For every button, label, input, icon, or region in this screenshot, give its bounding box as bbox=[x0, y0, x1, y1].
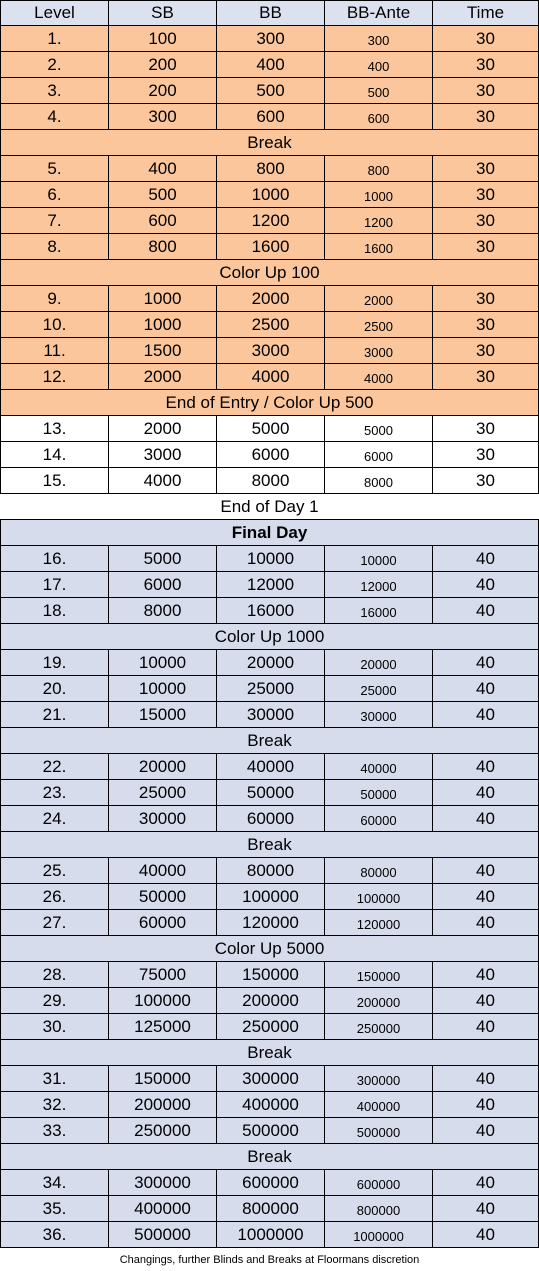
bb-ante-cell: 50000 bbox=[325, 780, 433, 806]
level-cell: 21. bbox=[0, 702, 109, 728]
bb-ante-cell: 400000 bbox=[325, 1092, 433, 1118]
bb-cell: 250000 bbox=[217, 1014, 325, 1040]
bb-ante-cell: 1600 bbox=[325, 234, 433, 260]
level-cell: 14. bbox=[0, 442, 109, 468]
bb-ante-cell: 100000 bbox=[325, 884, 433, 910]
header-bb: BB bbox=[217, 0, 325, 26]
blind-level-row bbox=[0, 364, 539, 390]
sb-cell: 125000 bbox=[109, 1014, 217, 1040]
sb-cell: 400000 bbox=[109, 1196, 217, 1222]
header-sb: SB bbox=[109, 0, 217, 26]
section-label: Break bbox=[0, 130, 539, 156]
blind-level-row bbox=[0, 858, 539, 884]
bb-ante-cell: 1000 bbox=[325, 182, 433, 208]
sb-cell: 50000 bbox=[109, 884, 217, 910]
bb-cell: 1000000 bbox=[217, 1222, 325, 1248]
section-label: End of Day 1 bbox=[0, 494, 539, 520]
level-cell: 34. bbox=[0, 1170, 109, 1196]
level-cell: 2. bbox=[0, 52, 109, 78]
bb-ante-cell: 120000 bbox=[325, 910, 433, 936]
bb-cell: 30000 bbox=[217, 702, 325, 728]
blind-level-row bbox=[0, 1170, 539, 1196]
sb-cell: 100000 bbox=[109, 988, 217, 1014]
time-cell: 30 bbox=[433, 26, 539, 52]
time-cell: 40 bbox=[433, 754, 539, 780]
section-row bbox=[0, 130, 539, 156]
blind-level-row bbox=[0, 182, 539, 208]
sb-cell: 1500 bbox=[109, 338, 217, 364]
bb-cell: 5000 bbox=[217, 416, 325, 442]
level-cell: 7. bbox=[0, 208, 109, 234]
header-level: Level bbox=[0, 0, 109, 26]
sb-cell: 500 bbox=[109, 182, 217, 208]
bb-ante-cell: 150000 bbox=[325, 962, 433, 988]
section-row bbox=[0, 936, 539, 962]
sb-cell: 400 bbox=[109, 156, 217, 182]
time-cell: 30 bbox=[433, 52, 539, 78]
bb-cell: 2000 bbox=[217, 286, 325, 312]
time-cell: 30 bbox=[433, 156, 539, 182]
bb-ante-cell: 1200 bbox=[325, 208, 433, 234]
bb-ante-cell: 16000 bbox=[325, 598, 433, 624]
bb-ante-cell: 1000000 bbox=[325, 1222, 433, 1248]
bb-ante-cell: 600000 bbox=[325, 1170, 433, 1196]
blind-level-row bbox=[0, 806, 539, 832]
time-cell: 40 bbox=[433, 598, 539, 624]
bb-ante-cell: 40000 bbox=[325, 754, 433, 780]
bb-ante-cell: 800 bbox=[325, 156, 433, 182]
header-time: Time bbox=[433, 0, 539, 26]
blind-level-row bbox=[0, 468, 539, 494]
sb-cell: 2000 bbox=[109, 364, 217, 390]
level-cell: 24. bbox=[0, 806, 109, 832]
sb-cell: 25000 bbox=[109, 780, 217, 806]
blind-level-row bbox=[0, 572, 539, 598]
section-label: End of Entry / Color Up 500 bbox=[0, 390, 539, 416]
bb-cell: 80000 bbox=[217, 858, 325, 884]
sb-cell: 4000 bbox=[109, 468, 217, 494]
bb-cell: 120000 bbox=[217, 910, 325, 936]
bb-ante-cell: 200000 bbox=[325, 988, 433, 1014]
blind-level-row bbox=[0, 1066, 539, 1092]
time-cell: 40 bbox=[433, 1092, 539, 1118]
bb-cell: 12000 bbox=[217, 572, 325, 598]
sb-cell: 60000 bbox=[109, 910, 217, 936]
blind-level-row bbox=[0, 312, 539, 338]
time-cell: 30 bbox=[433, 338, 539, 364]
level-cell: 31. bbox=[0, 1066, 109, 1092]
sb-cell: 800 bbox=[109, 234, 217, 260]
bb-ante-cell: 80000 bbox=[325, 858, 433, 884]
bb-cell: 200000 bbox=[217, 988, 325, 1014]
bb-ante-cell: 300 bbox=[325, 26, 433, 52]
time-cell: 40 bbox=[433, 650, 539, 676]
blind-level-row bbox=[0, 78, 539, 104]
level-cell: 22. bbox=[0, 754, 109, 780]
section-row bbox=[0, 390, 539, 416]
section-label: Color Up 5000 bbox=[0, 936, 539, 962]
level-cell: 8. bbox=[0, 234, 109, 260]
bb-ante-cell: 300000 bbox=[325, 1066, 433, 1092]
sb-cell: 250000 bbox=[109, 1118, 217, 1144]
sb-cell: 300 bbox=[109, 104, 217, 130]
bb-ante-cell: 400 bbox=[325, 52, 433, 78]
time-cell: 30 bbox=[433, 312, 539, 338]
blind-level-row bbox=[0, 52, 539, 78]
time-cell: 40 bbox=[433, 676, 539, 702]
bb-cell: 60000 bbox=[217, 806, 325, 832]
section-row bbox=[0, 832, 539, 858]
bb-ante-cell: 600 bbox=[325, 104, 433, 130]
sb-cell: 2000 bbox=[109, 416, 217, 442]
blind-level-row bbox=[0, 1222, 539, 1248]
bb-ante-cell: 2000 bbox=[325, 286, 433, 312]
bb-ante-cell: 800000 bbox=[325, 1196, 433, 1222]
table-header-row bbox=[0, 0, 539, 26]
sb-cell: 150000 bbox=[109, 1066, 217, 1092]
blind-level-row bbox=[0, 1118, 539, 1144]
sb-cell: 3000 bbox=[109, 442, 217, 468]
blind-level-row bbox=[0, 884, 539, 910]
bb-cell: 800000 bbox=[217, 1196, 325, 1222]
time-cell: 40 bbox=[433, 806, 539, 832]
level-cell: 15. bbox=[0, 468, 109, 494]
header-bb-ante: BB-Ante bbox=[325, 0, 433, 26]
bb-cell: 1600 bbox=[217, 234, 325, 260]
blind-level-row bbox=[0, 962, 539, 988]
level-cell: 29. bbox=[0, 988, 109, 1014]
sb-cell: 40000 bbox=[109, 858, 217, 884]
bb-cell: 500 bbox=[217, 78, 325, 104]
time-cell: 30 bbox=[433, 442, 539, 468]
level-cell: 27. bbox=[0, 910, 109, 936]
bb-cell: 500000 bbox=[217, 1118, 325, 1144]
bb-ante-cell: 5000 bbox=[325, 416, 433, 442]
section-label: Final Day bbox=[0, 520, 539, 546]
time-cell: 40 bbox=[433, 858, 539, 884]
blind-level-row bbox=[0, 650, 539, 676]
time-cell: 30 bbox=[433, 286, 539, 312]
blind-level-row bbox=[0, 754, 539, 780]
time-cell: 40 bbox=[433, 1196, 539, 1222]
sb-cell: 6000 bbox=[109, 572, 217, 598]
section-row bbox=[0, 624, 539, 650]
bb-cell: 8000 bbox=[217, 468, 325, 494]
bb-cell: 3000 bbox=[217, 338, 325, 364]
blind-level-row bbox=[0, 988, 539, 1014]
sb-cell: 200 bbox=[109, 78, 217, 104]
sb-cell: 5000 bbox=[109, 546, 217, 572]
section-label: Break bbox=[0, 1144, 539, 1170]
bb-ante-cell: 500 bbox=[325, 78, 433, 104]
bb-cell: 2500 bbox=[217, 312, 325, 338]
sb-cell: 200 bbox=[109, 52, 217, 78]
level-cell: 11. bbox=[0, 338, 109, 364]
bb-cell: 100000 bbox=[217, 884, 325, 910]
time-cell: 40 bbox=[433, 962, 539, 988]
bb-ante-cell: 30000 bbox=[325, 702, 433, 728]
blind-level-row bbox=[0, 702, 539, 728]
time-cell: 40 bbox=[433, 780, 539, 806]
blind-level-row bbox=[0, 442, 539, 468]
sb-cell: 300000 bbox=[109, 1170, 217, 1196]
time-cell: 30 bbox=[433, 234, 539, 260]
bb-cell: 150000 bbox=[217, 962, 325, 988]
section-label: Break bbox=[0, 728, 539, 754]
blind-level-row bbox=[0, 338, 539, 364]
level-cell: 3. bbox=[0, 78, 109, 104]
bb-cell: 1200 bbox=[217, 208, 325, 234]
blind-level-row bbox=[0, 910, 539, 936]
blind-level-row bbox=[0, 26, 539, 52]
blind-level-row bbox=[0, 104, 539, 130]
blind-level-row bbox=[0, 208, 539, 234]
sb-cell: 20000 bbox=[109, 754, 217, 780]
section-row bbox=[0, 1040, 539, 1066]
time-cell: 40 bbox=[433, 546, 539, 572]
sb-cell: 15000 bbox=[109, 702, 217, 728]
bb-cell: 400 bbox=[217, 52, 325, 78]
blind-level-row bbox=[0, 1092, 539, 1118]
bb-cell: 300000 bbox=[217, 1066, 325, 1092]
bb-cell: 4000 bbox=[217, 364, 325, 390]
section-label: Break bbox=[0, 832, 539, 858]
level-cell: 26. bbox=[0, 884, 109, 910]
bb-cell: 25000 bbox=[217, 676, 325, 702]
bb-cell: 800 bbox=[217, 156, 325, 182]
blind-level-row bbox=[0, 780, 539, 806]
time-cell: 30 bbox=[433, 364, 539, 390]
level-cell: 23. bbox=[0, 780, 109, 806]
level-cell: 30. bbox=[0, 1014, 109, 1040]
level-cell: 12. bbox=[0, 364, 109, 390]
time-cell: 40 bbox=[433, 1118, 539, 1144]
time-cell: 40 bbox=[433, 988, 539, 1014]
bb-cell: 300 bbox=[217, 26, 325, 52]
sb-cell: 100 bbox=[109, 26, 217, 52]
blind-level-row bbox=[0, 234, 539, 260]
bb-ante-cell: 20000 bbox=[325, 650, 433, 676]
blind-level-row bbox=[0, 1196, 539, 1222]
blind-level-row bbox=[0, 286, 539, 312]
bb-ante-cell: 60000 bbox=[325, 806, 433, 832]
section-row bbox=[0, 728, 539, 754]
sb-cell: 1000 bbox=[109, 312, 217, 338]
sb-cell: 500000 bbox=[109, 1222, 217, 1248]
bb-cell: 20000 bbox=[217, 650, 325, 676]
bb-cell: 600000 bbox=[217, 1170, 325, 1196]
bb-cell: 1000 bbox=[217, 182, 325, 208]
bb-ante-cell: 3000 bbox=[325, 338, 433, 364]
level-cell: 33. bbox=[0, 1118, 109, 1144]
sb-cell: 10000 bbox=[109, 676, 217, 702]
sb-cell: 10000 bbox=[109, 650, 217, 676]
section-row bbox=[0, 520, 539, 546]
level-cell: 28. bbox=[0, 962, 109, 988]
section-label: Break bbox=[0, 1040, 539, 1066]
bb-ante-cell: 12000 bbox=[325, 572, 433, 598]
blind-level-row bbox=[0, 546, 539, 572]
sb-cell: 30000 bbox=[109, 806, 217, 832]
sb-cell: 600 bbox=[109, 208, 217, 234]
footnote: Changings, further Blinds and Breaks at Floormans discretion bbox=[119, 1253, 420, 1266]
time-cell: 30 bbox=[433, 104, 539, 130]
level-cell: 35. bbox=[0, 1196, 109, 1222]
bb-ante-cell: 500000 bbox=[325, 1118, 433, 1144]
bb-ante-cell: 4000 bbox=[325, 364, 433, 390]
time-cell: 30 bbox=[433, 416, 539, 442]
bb-cell: 50000 bbox=[217, 780, 325, 806]
bb-cell: 10000 bbox=[217, 546, 325, 572]
bb-ante-cell: 8000 bbox=[325, 468, 433, 494]
time-cell: 40 bbox=[433, 884, 539, 910]
sb-cell: 200000 bbox=[109, 1092, 217, 1118]
time-cell: 40 bbox=[433, 1170, 539, 1196]
section-row bbox=[0, 260, 539, 286]
time-cell: 40 bbox=[433, 1066, 539, 1092]
level-cell: 5. bbox=[0, 156, 109, 182]
time-cell: 40 bbox=[433, 702, 539, 728]
level-cell: 13. bbox=[0, 416, 109, 442]
level-cell: 10. bbox=[0, 312, 109, 338]
sb-cell: 75000 bbox=[109, 962, 217, 988]
time-cell: 30 bbox=[433, 78, 539, 104]
section-label: Color Up 1000 bbox=[0, 624, 539, 650]
section-label: Color Up 100 bbox=[0, 260, 539, 286]
bb-ante-cell: 2500 bbox=[325, 312, 433, 338]
blind-level-row bbox=[0, 416, 539, 442]
bb-cell: 400000 bbox=[217, 1092, 325, 1118]
bb-ante-cell: 6000 bbox=[325, 442, 433, 468]
blind-level-row bbox=[0, 598, 539, 624]
time-cell: 30 bbox=[433, 208, 539, 234]
section-row bbox=[0, 494, 539, 520]
level-cell: 19. bbox=[0, 650, 109, 676]
time-cell: 40 bbox=[433, 1222, 539, 1248]
blind-level-row bbox=[0, 676, 539, 702]
time-cell: 40 bbox=[433, 1014, 539, 1040]
sb-cell: 1000 bbox=[109, 286, 217, 312]
level-cell: 20. bbox=[0, 676, 109, 702]
level-cell: 32. bbox=[0, 1092, 109, 1118]
level-cell: 18. bbox=[0, 598, 109, 624]
blind-level-row bbox=[0, 156, 539, 182]
level-cell: 9. bbox=[0, 286, 109, 312]
blind-level-row bbox=[0, 1014, 539, 1040]
bb-ante-cell: 25000 bbox=[325, 676, 433, 702]
level-cell: 36. bbox=[0, 1222, 109, 1248]
time-cell: 30 bbox=[433, 468, 539, 494]
time-cell: 30 bbox=[433, 182, 539, 208]
level-cell: 4. bbox=[0, 104, 109, 130]
level-cell: 17. bbox=[0, 572, 109, 598]
bb-cell: 600 bbox=[217, 104, 325, 130]
level-cell: 16. bbox=[0, 546, 109, 572]
bb-ante-cell: 10000 bbox=[325, 546, 433, 572]
level-cell: 6. bbox=[0, 182, 109, 208]
sb-cell: 8000 bbox=[109, 598, 217, 624]
time-cell: 40 bbox=[433, 910, 539, 936]
time-cell: 40 bbox=[433, 572, 539, 598]
bb-cell: 40000 bbox=[217, 754, 325, 780]
bb-cell: 16000 bbox=[217, 598, 325, 624]
level-cell: 25. bbox=[0, 858, 109, 884]
bb-cell: 6000 bbox=[217, 442, 325, 468]
bb-ante-cell: 250000 bbox=[325, 1014, 433, 1040]
level-cell: 1. bbox=[0, 26, 109, 52]
section-row bbox=[0, 1144, 539, 1170]
